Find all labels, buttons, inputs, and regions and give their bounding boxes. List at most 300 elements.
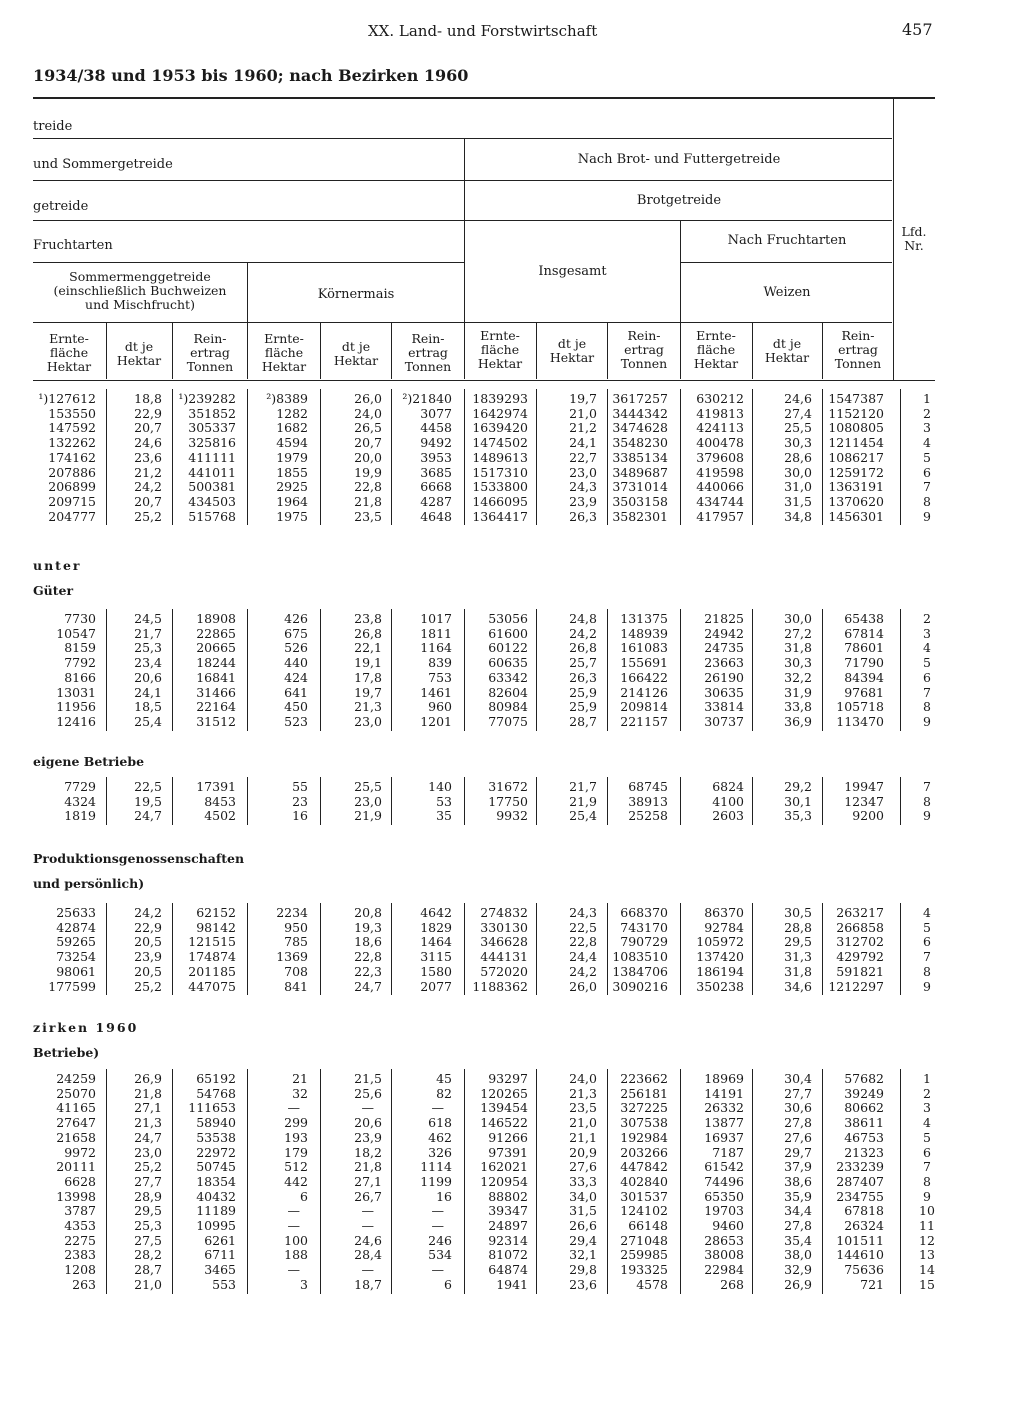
row-number: 7 <box>923 1159 931 1175</box>
table-cell: 950 <box>284 919 308 935</box>
table-cell: 33,8 <box>784 699 812 715</box>
table-cell: 3444342 <box>612 405 668 421</box>
table-cell: 25,5 <box>784 420 812 436</box>
table-cell: 35,9 <box>784 1188 812 1204</box>
table-cell: 30,0 <box>784 611 812 626</box>
table-cell: 113470 <box>836 713 884 729</box>
table-cell: 31,8 <box>784 963 812 979</box>
header-treide: treide <box>33 119 73 134</box>
table-cell: 31,8 <box>784 640 812 656</box>
subheader-erntefl: Ernte- fläche Hektar <box>46 331 92 374</box>
table-cell: 19,9 <box>354 464 382 480</box>
table-cell: 120954 <box>480 1173 528 1189</box>
table-cell: 58940 <box>196 1115 236 1131</box>
table-cell: 1580 <box>420 963 452 979</box>
table-cell: 34,6 <box>784 978 812 994</box>
table-cell: 29,4 <box>569 1232 597 1248</box>
col-divider <box>172 323 173 379</box>
table-cell: 105718 <box>836 699 884 715</box>
table-cell: 30,0 <box>784 464 812 480</box>
table-cell: 63342 <box>488 669 528 685</box>
table-cell: 24,1 <box>569 435 597 451</box>
table-cell: 1164 <box>420 640 452 656</box>
table-row <box>0 950 935 964</box>
subheader-dtje: dt je Hektar <box>764 336 810 365</box>
table-cell: 25,9 <box>569 684 597 700</box>
row-number: 9 <box>923 713 931 729</box>
table-cell: 146522 <box>480 1115 528 1131</box>
table-cell: 3090216 <box>612 978 668 994</box>
table-cell: 21,7 <box>569 779 597 794</box>
table-cell: 77075 <box>488 713 528 729</box>
table-row <box>0 627 935 641</box>
table-cell: 38611 <box>844 1115 884 1131</box>
row-number: 5 <box>923 919 931 935</box>
table-cell: 45 <box>436 1071 452 1086</box>
table-cell: 38913 <box>628 793 668 809</box>
table-cell: 40432 <box>196 1188 236 1204</box>
table-row <box>0 466 935 480</box>
table-cell: 6824 <box>712 779 744 794</box>
table-cell: 11956 <box>56 699 96 715</box>
table-cell: 1855 <box>276 464 308 480</box>
table-cell: 22,7 <box>569 449 597 465</box>
table-cell: 59265 <box>56 934 96 950</box>
table-cell: 26,8 <box>569 640 597 656</box>
table-cell: 19,7 <box>569 391 597 406</box>
table-cell: 25258 <box>628 808 668 824</box>
table-cell: 419598 <box>696 464 744 480</box>
table-cell: 23,0 <box>134 1144 162 1160</box>
table-cell: 20,7 <box>354 435 382 451</box>
table-cell: 2383 <box>64 1247 96 1263</box>
table-cell: 266858 <box>836 919 884 935</box>
header-nach-fruchtarten: Nach Fruchtarten <box>727 233 847 248</box>
table-cell: 21825 <box>704 611 744 626</box>
row-number: 7 <box>923 779 931 794</box>
table-cell: 22,1 <box>354 640 382 656</box>
table-cell: 24,3 <box>569 479 597 495</box>
table-cell: 32,1 <box>569 1247 597 1263</box>
table-cell: 28,8 <box>784 919 812 935</box>
table-cell: 440066 <box>696 479 744 495</box>
table-cell: 743170 <box>620 919 668 935</box>
header-koernermais: Körnermais <box>317 287 395 302</box>
table-cell: 30,6 <box>784 1100 812 1116</box>
table-cell: — <box>287 1262 300 1278</box>
table-cell: 1461 <box>420 684 452 700</box>
table-cell: 35,3 <box>784 808 812 824</box>
table-cell: 1639420 <box>472 420 528 436</box>
table-cell: 27,1 <box>354 1173 382 1189</box>
table-cell: 121515 <box>188 934 236 950</box>
table-cell: 1533800 <box>472 479 528 495</box>
section-label: unter <box>33 558 82 573</box>
row-number: 8 <box>923 699 931 715</box>
table-cell: 73254 <box>56 949 96 965</box>
table-cell: 65350 <box>704 1188 744 1204</box>
table-cell: 20,7 <box>134 420 162 436</box>
table-cell: 42874 <box>56 919 96 935</box>
table-cell: 22972 <box>196 1144 236 1160</box>
table-cell: 67814 <box>844 625 884 641</box>
rule <box>680 262 892 263</box>
table-cell: 100 <box>284 1232 308 1248</box>
row-number: 9 <box>923 508 931 524</box>
table-cell: 841 <box>284 978 308 994</box>
table-cell: 790729 <box>620 934 668 950</box>
table-cell: — <box>287 1100 300 1116</box>
table-cell: 3953 <box>420 449 452 465</box>
table-cell: 53538 <box>196 1129 236 1145</box>
table-cell: 38,6 <box>784 1173 812 1189</box>
table-cell: 26,0 <box>354 391 382 406</box>
table-cell: 61600 <box>488 625 528 641</box>
table-cell: 1975 <box>276 508 308 524</box>
table-cell: 3617257 <box>612 391 668 406</box>
table-cell: 61542 <box>704 1159 744 1175</box>
table-cell: 12347 <box>844 793 884 809</box>
row-number: 3 <box>923 625 931 641</box>
table-cell: 9972 <box>64 1144 96 1160</box>
table-cell: 21,8 <box>354 1159 382 1175</box>
table-cell: — <box>361 1203 374 1219</box>
table-cell: 37,9 <box>784 1159 812 1175</box>
table-cell: 24259 <box>56 1071 96 1086</box>
table-cell: 305337 <box>188 420 236 436</box>
table-cell: 132262 <box>48 435 96 451</box>
table-cell: 17391 <box>196 779 236 794</box>
table-cell: 1282 <box>276 405 308 421</box>
section-sublabel: Betriebe) <box>33 1045 100 1060</box>
table-cell: 26,8 <box>354 625 382 641</box>
table-cell: 572020 <box>480 963 528 979</box>
table-cell: 708 <box>284 963 308 979</box>
table-cell: 28653 <box>704 1232 744 1248</box>
table-cell: 4502 <box>204 808 236 824</box>
table-row <box>0 656 935 670</box>
table-cell: 1839293 <box>472 391 528 406</box>
table-cell: 26,0 <box>569 978 597 994</box>
table-cell: 19,1 <box>354 655 382 671</box>
table-cell: 27,2 <box>784 625 812 641</box>
table-cell: 1517310 <box>472 464 528 480</box>
table-cell: 20111 <box>56 1159 96 1175</box>
table-cell: 201185 <box>188 963 236 979</box>
table-cell: 27,7 <box>134 1173 162 1189</box>
table-cell: 1964 <box>276 493 308 509</box>
table-cell: 1682 <box>276 420 308 436</box>
table-row <box>0 495 935 509</box>
table-cell: 22164 <box>196 699 236 715</box>
rule <box>33 220 892 221</box>
table-row <box>0 1116 935 1130</box>
table-cell: 21,0 <box>569 405 597 421</box>
table-cell: 17,8 <box>354 669 382 685</box>
col-divider <box>247 263 248 379</box>
table-cell: 82604 <box>488 684 528 700</box>
table-cell: 259985 <box>620 1247 668 1263</box>
table-cell: 411111 <box>188 449 236 465</box>
table-cell: — <box>431 1262 444 1278</box>
table-cell: 1466095 <box>472 493 528 509</box>
table-row <box>0 671 935 685</box>
table-cell: 27,4 <box>784 405 812 421</box>
table-cell: 1489613 <box>472 449 528 465</box>
table-row <box>0 700 935 714</box>
table-cell: 23,9 <box>569 493 597 509</box>
table-cell: 19,5 <box>134 793 162 809</box>
row-number: 4 <box>923 1115 931 1131</box>
table-cell: 3115 <box>420 949 452 965</box>
table-cell: 534 <box>428 1247 452 1263</box>
table-cell: — <box>361 1262 374 1278</box>
table-cell: 22,9 <box>134 919 162 935</box>
table-cell: 137420 <box>696 949 744 965</box>
table-cell: 78601 <box>844 640 884 656</box>
table-cell: 3474628 <box>612 420 668 436</box>
row-number: 4 <box>923 435 931 451</box>
table-cell: 67818 <box>844 1203 884 1219</box>
table-cell: 1642974 <box>472 405 528 421</box>
table-cell: 6668 <box>420 479 452 495</box>
header-bottom-rule <box>33 380 935 381</box>
table-cell: 23,5 <box>569 1100 597 1116</box>
table-cell: 2275 <box>64 1232 96 1248</box>
table-cell: 785 <box>284 934 308 950</box>
table-cell: 31512 <box>196 713 236 729</box>
table-cell: 65192 <box>196 1071 236 1086</box>
table-cell: 1363191 <box>828 479 884 495</box>
table-cell: 21,9 <box>354 808 382 824</box>
table-cell: 1188362 <box>472 978 528 994</box>
table-cell: 25,7 <box>569 655 597 671</box>
table-cell: 101511 <box>836 1232 884 1248</box>
table-cell: 17750 <box>488 793 528 809</box>
row-number: 14 <box>919 1262 935 1278</box>
row-number: 9 <box>923 808 931 824</box>
table-title: 1934/38 und 1953 bis 1960; nach Bezirken 1960 <box>33 66 469 85</box>
table-cell: 60122 <box>488 640 528 656</box>
subheader-erntefl: Ernte- fläche Hektar <box>693 328 739 371</box>
table-cell: 351852 <box>188 405 236 421</box>
table-row <box>0 1263 935 1277</box>
table-cell: 440 <box>284 655 308 671</box>
table-row <box>0 809 935 823</box>
table-cell: 209715 <box>48 493 96 509</box>
col-divider <box>752 323 753 379</box>
table-row <box>0 980 935 994</box>
row-number: 13 <box>919 1247 935 1263</box>
table-cell: 4648 <box>420 508 452 524</box>
row-number: 9 <box>923 1188 931 1204</box>
table-cell: 1474502 <box>472 435 528 451</box>
table-cell: 206899 <box>48 479 96 495</box>
table-cell: 512 <box>284 1159 308 1175</box>
subheader-erntefl: Ernte- fläche Hektar <box>477 328 523 371</box>
table-row <box>0 935 935 949</box>
table-cell: 80984 <box>488 699 528 715</box>
table-cell: 13031 <box>56 684 96 700</box>
table-cell: 327225 <box>620 1100 668 1116</box>
table-cell: 326 <box>428 1144 452 1160</box>
table-cell: 11189 <box>196 1203 236 1219</box>
table-cell: 23,9 <box>134 949 162 965</box>
table-cell: 23,0 <box>354 793 382 809</box>
table-cell: 450 <box>284 699 308 715</box>
table-cell: 7792 <box>64 655 96 671</box>
table-cell: 25633 <box>56 905 96 920</box>
col-divider <box>893 97 894 380</box>
table-cell: 21,5 <box>354 1071 382 1086</box>
table-cell: 30,4 <box>784 1071 812 1086</box>
top-rule <box>33 97 935 99</box>
section-sublabel: Güter <box>33 583 74 598</box>
table-cell: 25,5 <box>354 779 382 794</box>
table-cell: 25,4 <box>569 808 597 824</box>
row-number: 10 <box>919 1203 935 1219</box>
table-cell: 23,6 <box>569 1276 597 1292</box>
table-cell: 1941 <box>496 1276 528 1292</box>
table-cell: 18,5 <box>134 699 162 715</box>
table-cell: 12416 <box>56 713 96 729</box>
table-cell: 26,9 <box>784 1276 812 1292</box>
col-divider <box>536 323 537 379</box>
row-number: 2 <box>923 1085 931 1101</box>
table-cell: 24,7 <box>134 808 162 824</box>
table-cell: 27,7 <box>784 1085 812 1101</box>
table-cell: 299 <box>284 1115 308 1131</box>
table-cell: 1208 <box>64 1262 96 1278</box>
table-cell: 18,2 <box>354 1144 382 1160</box>
table-cell: 1201 <box>420 713 452 729</box>
table-row <box>0 1160 935 1174</box>
table-row <box>0 421 935 435</box>
subheader-dtje: dt je Hektar <box>116 339 162 368</box>
table-cell: 21,0 <box>134 1276 162 1292</box>
table-cell: 131375 <box>620 611 668 626</box>
table-cell: 301537 <box>620 1188 668 1204</box>
table-cell: 80662 <box>844 1100 884 1116</box>
table-cell: 22984 <box>704 1262 744 1278</box>
table-row <box>0 1204 935 1218</box>
row-number: 4 <box>923 640 931 656</box>
table-cell: 24,0 <box>354 405 382 421</box>
table-cell: 1979 <box>276 449 308 465</box>
table-cell: 24,5 <box>134 611 162 626</box>
table-row <box>0 436 935 450</box>
table-cell: 19,3 <box>354 919 382 935</box>
table-cell: 91266 <box>488 1129 528 1145</box>
table-cell: 204777 <box>48 508 96 524</box>
header-getreide: getreide <box>33 199 89 214</box>
table-cell: 1114 <box>420 1159 452 1175</box>
table-cell: 1819 <box>64 808 96 824</box>
table-cell: 1370620 <box>828 493 884 509</box>
table-row <box>0 921 935 935</box>
table-cell: 9200 <box>852 808 884 824</box>
table-cell: 35,4 <box>784 1232 812 1248</box>
table-cell: 24,7 <box>354 978 382 994</box>
table-row <box>0 686 935 700</box>
table-cell: 6 <box>444 1276 452 1292</box>
table-cell: 21,2 <box>134 464 162 480</box>
row-number: 6 <box>923 934 931 950</box>
table-cell: 23,0 <box>354 713 382 729</box>
table-cell: 97681 <box>844 684 884 700</box>
table-cell: 630212 <box>696 391 744 406</box>
table-cell: 177599 <box>48 978 96 994</box>
table-cell: 4458 <box>420 420 452 436</box>
table-cell: 29,5 <box>784 934 812 950</box>
table-cell: 1152120 <box>828 405 884 421</box>
table-cell: 9932 <box>496 808 528 824</box>
table-cell: 18908 <box>196 611 236 626</box>
table-cell: 55 <box>292 779 308 794</box>
table-cell: 23,8 <box>354 611 382 626</box>
table-cell: 30635 <box>704 684 744 700</box>
table-cell: 155691 <box>620 655 668 671</box>
table-cell: 3489687 <box>612 464 668 480</box>
table-cell: 29,5 <box>134 1203 162 1219</box>
table-cell: 26324 <box>844 1218 884 1233</box>
table-cell: ²)8389 <box>266 391 308 406</box>
row-number: 5 <box>923 449 931 465</box>
header-sommermenggetreide: Sommermenggetreide (einschließlich Buchweizen und Mischfrucht) <box>53 269 227 312</box>
table-cell: 31,0 <box>784 479 812 495</box>
table-cell: — <box>431 1203 444 1219</box>
table-cell: 3465 <box>204 1262 236 1278</box>
table-cell: 447075 <box>188 978 236 994</box>
table-cell: 1384706 <box>612 963 668 979</box>
table-cell: 186194 <box>696 963 744 979</box>
table-cell: 34,8 <box>784 508 812 524</box>
row-number: 6 <box>923 464 931 480</box>
col-divider <box>464 139 465 379</box>
subheader-rein: Rein- ertrag Tonnen <box>834 328 882 371</box>
table-cell: 1456301 <box>828 508 884 524</box>
row-number: 3 <box>923 1100 931 1116</box>
table-row <box>0 1248 935 1262</box>
table-cell: 515768 <box>188 508 236 524</box>
table-cell: 60635 <box>488 655 528 671</box>
row-number: 8 <box>923 963 931 979</box>
table-cell: 2077 <box>420 978 452 994</box>
table-cell: 29,2 <box>784 779 812 794</box>
table-cell: 4324 <box>64 793 96 809</box>
table-row <box>0 1146 935 1160</box>
table-row <box>0 1131 935 1145</box>
table-cell: 263 <box>72 1276 96 1292</box>
table-cell: 20,9 <box>569 1144 597 1160</box>
table-cell: 3077 <box>420 405 452 421</box>
table-cell: 16937 <box>704 1129 744 1145</box>
table-cell: 23,9 <box>354 1129 382 1145</box>
table-cell: 23,0 <box>569 464 597 480</box>
table-cell: 209814 <box>620 699 668 715</box>
table-cell: 839 <box>428 655 452 671</box>
table-cell: 6 <box>300 1188 308 1204</box>
table-cell: 346628 <box>480 934 528 950</box>
table-cell: 25,2 <box>134 508 162 524</box>
table-cell: 10547 <box>56 625 96 641</box>
table-cell: 53056 <box>488 611 528 626</box>
table-cell: 23 <box>292 793 308 809</box>
table-cell: 214126 <box>620 684 668 700</box>
table-cell: 21,8 <box>134 1085 162 1101</box>
table-cell: 3503158 <box>612 493 668 509</box>
table-cell: 312702 <box>836 934 884 950</box>
